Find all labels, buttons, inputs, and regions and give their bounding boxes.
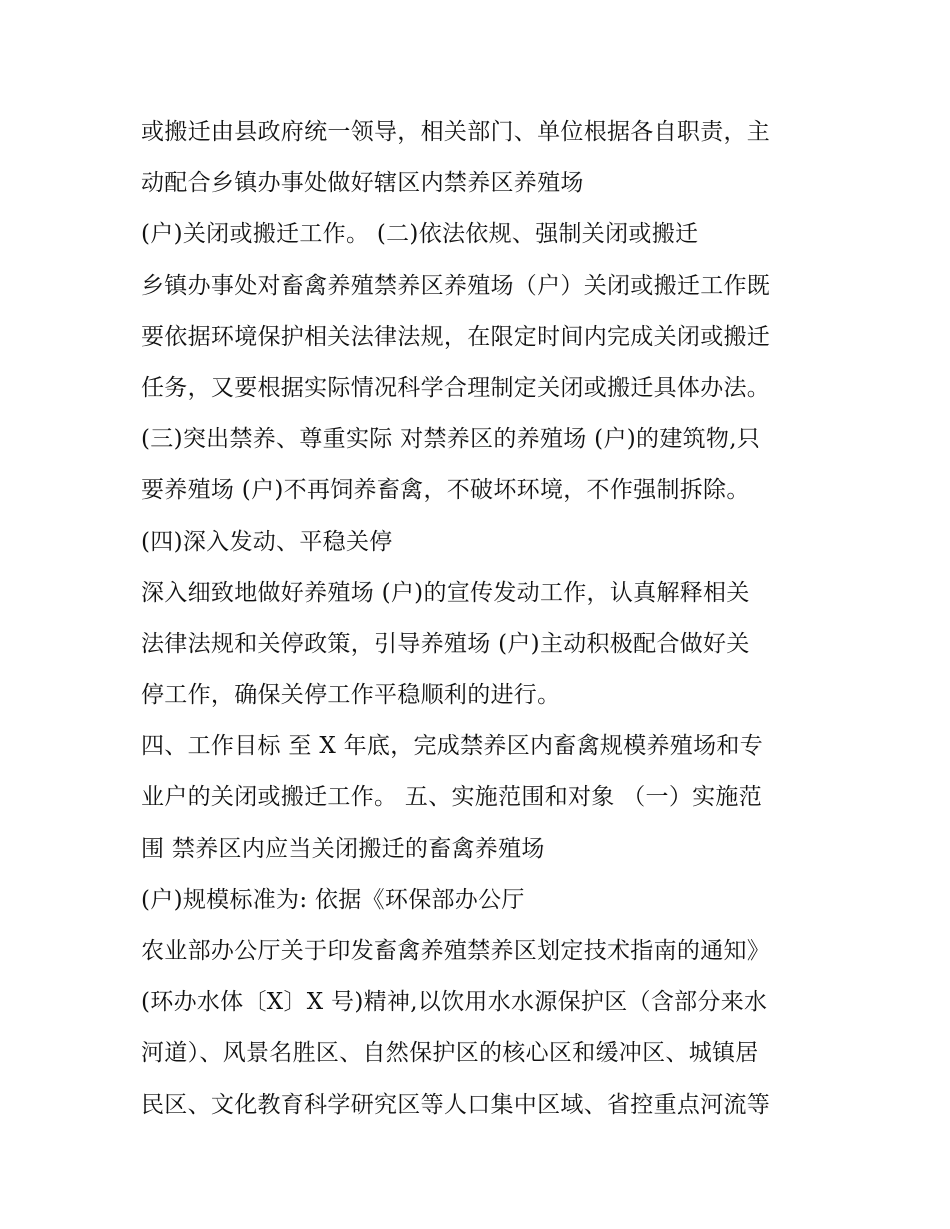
text-line-14: 业户的关闭或搬迁工作。 五、实施范围和对象 （一）实施范 — [141, 784, 763, 811]
text-line-11: 法律法规和关停政策，引导养殖场 (户)主动积极配合做好关 — [141, 630, 750, 657]
text-line-9: (四)深入发动、平稳关停 — [141, 528, 393, 555]
text-line-17: 农业部办公厅关于印发畜禽养殖禁养区划定技术指南的通知》 — [141, 938, 771, 964]
text-line-19: 河道）、风景名胜区、自然保护区的核心区和缓冲区、城镇居 — [141, 1040, 759, 1067]
text-line-12: 停工作，确保关停工作平稳顺利的进行。 — [141, 682, 561, 709]
text-line-4: 乡镇办事处对畜禽养殖禁养区养殖场（户）关闭或搬迁工作既 — [141, 272, 771, 299]
text-line-8: 要养殖场 (户)不再饲养畜禽，不破坏环境，不作强制拆除。 — [141, 477, 750, 504]
text-line-7: (三)突出禁养、尊重实际 对禁养区的养殖场 (户)的建筑物,只 — [141, 426, 761, 453]
text-line-20: 民区、文化教育科学研究区等人口集中区域、省控重点河流等 — [141, 1091, 771, 1118]
text-line-3: (户)关闭或搬迁工作。 (二)依法依规、强制关闭或搬迁 — [141, 221, 699, 248]
text-line-13: 四、工作目标 至 X 年底，完成禁养区内畜禽规模养殖场和专 — [141, 733, 764, 760]
text-line-10: 深入细致地做好养殖场 (户)的宣传发动工作，认真解释相关 — [141, 579, 750, 606]
document-body — [141, 110, 841, 1134]
text-line-5: 要依据环境保护相关法律法规，在限定时间内完成关闭或搬迁 — [141, 323, 771, 350]
text-line-6: 任务，又要根据实际情况科学合理制定关闭或搬迁具体办法。 — [141, 374, 771, 401]
text-line-16: (户)规模标准为: 依据《环保部办公厅 — [141, 886, 525, 913]
text-line-2: 动配合乡镇办事处做好辖区内禁养区养殖场 — [141, 170, 584, 197]
text-line-18: (环办水体〔X〕X 号)精神,以饮用水水源保护区（含部分来水 — [141, 989, 768, 1016]
text-line-1: 或搬迁由县政府统一领导，相关部门、单位根据各自职责，主 — [141, 119, 771, 145]
text-line-15: 围 禁养区内应当关闭搬迁的畜禽养殖场 — [141, 835, 545, 862]
